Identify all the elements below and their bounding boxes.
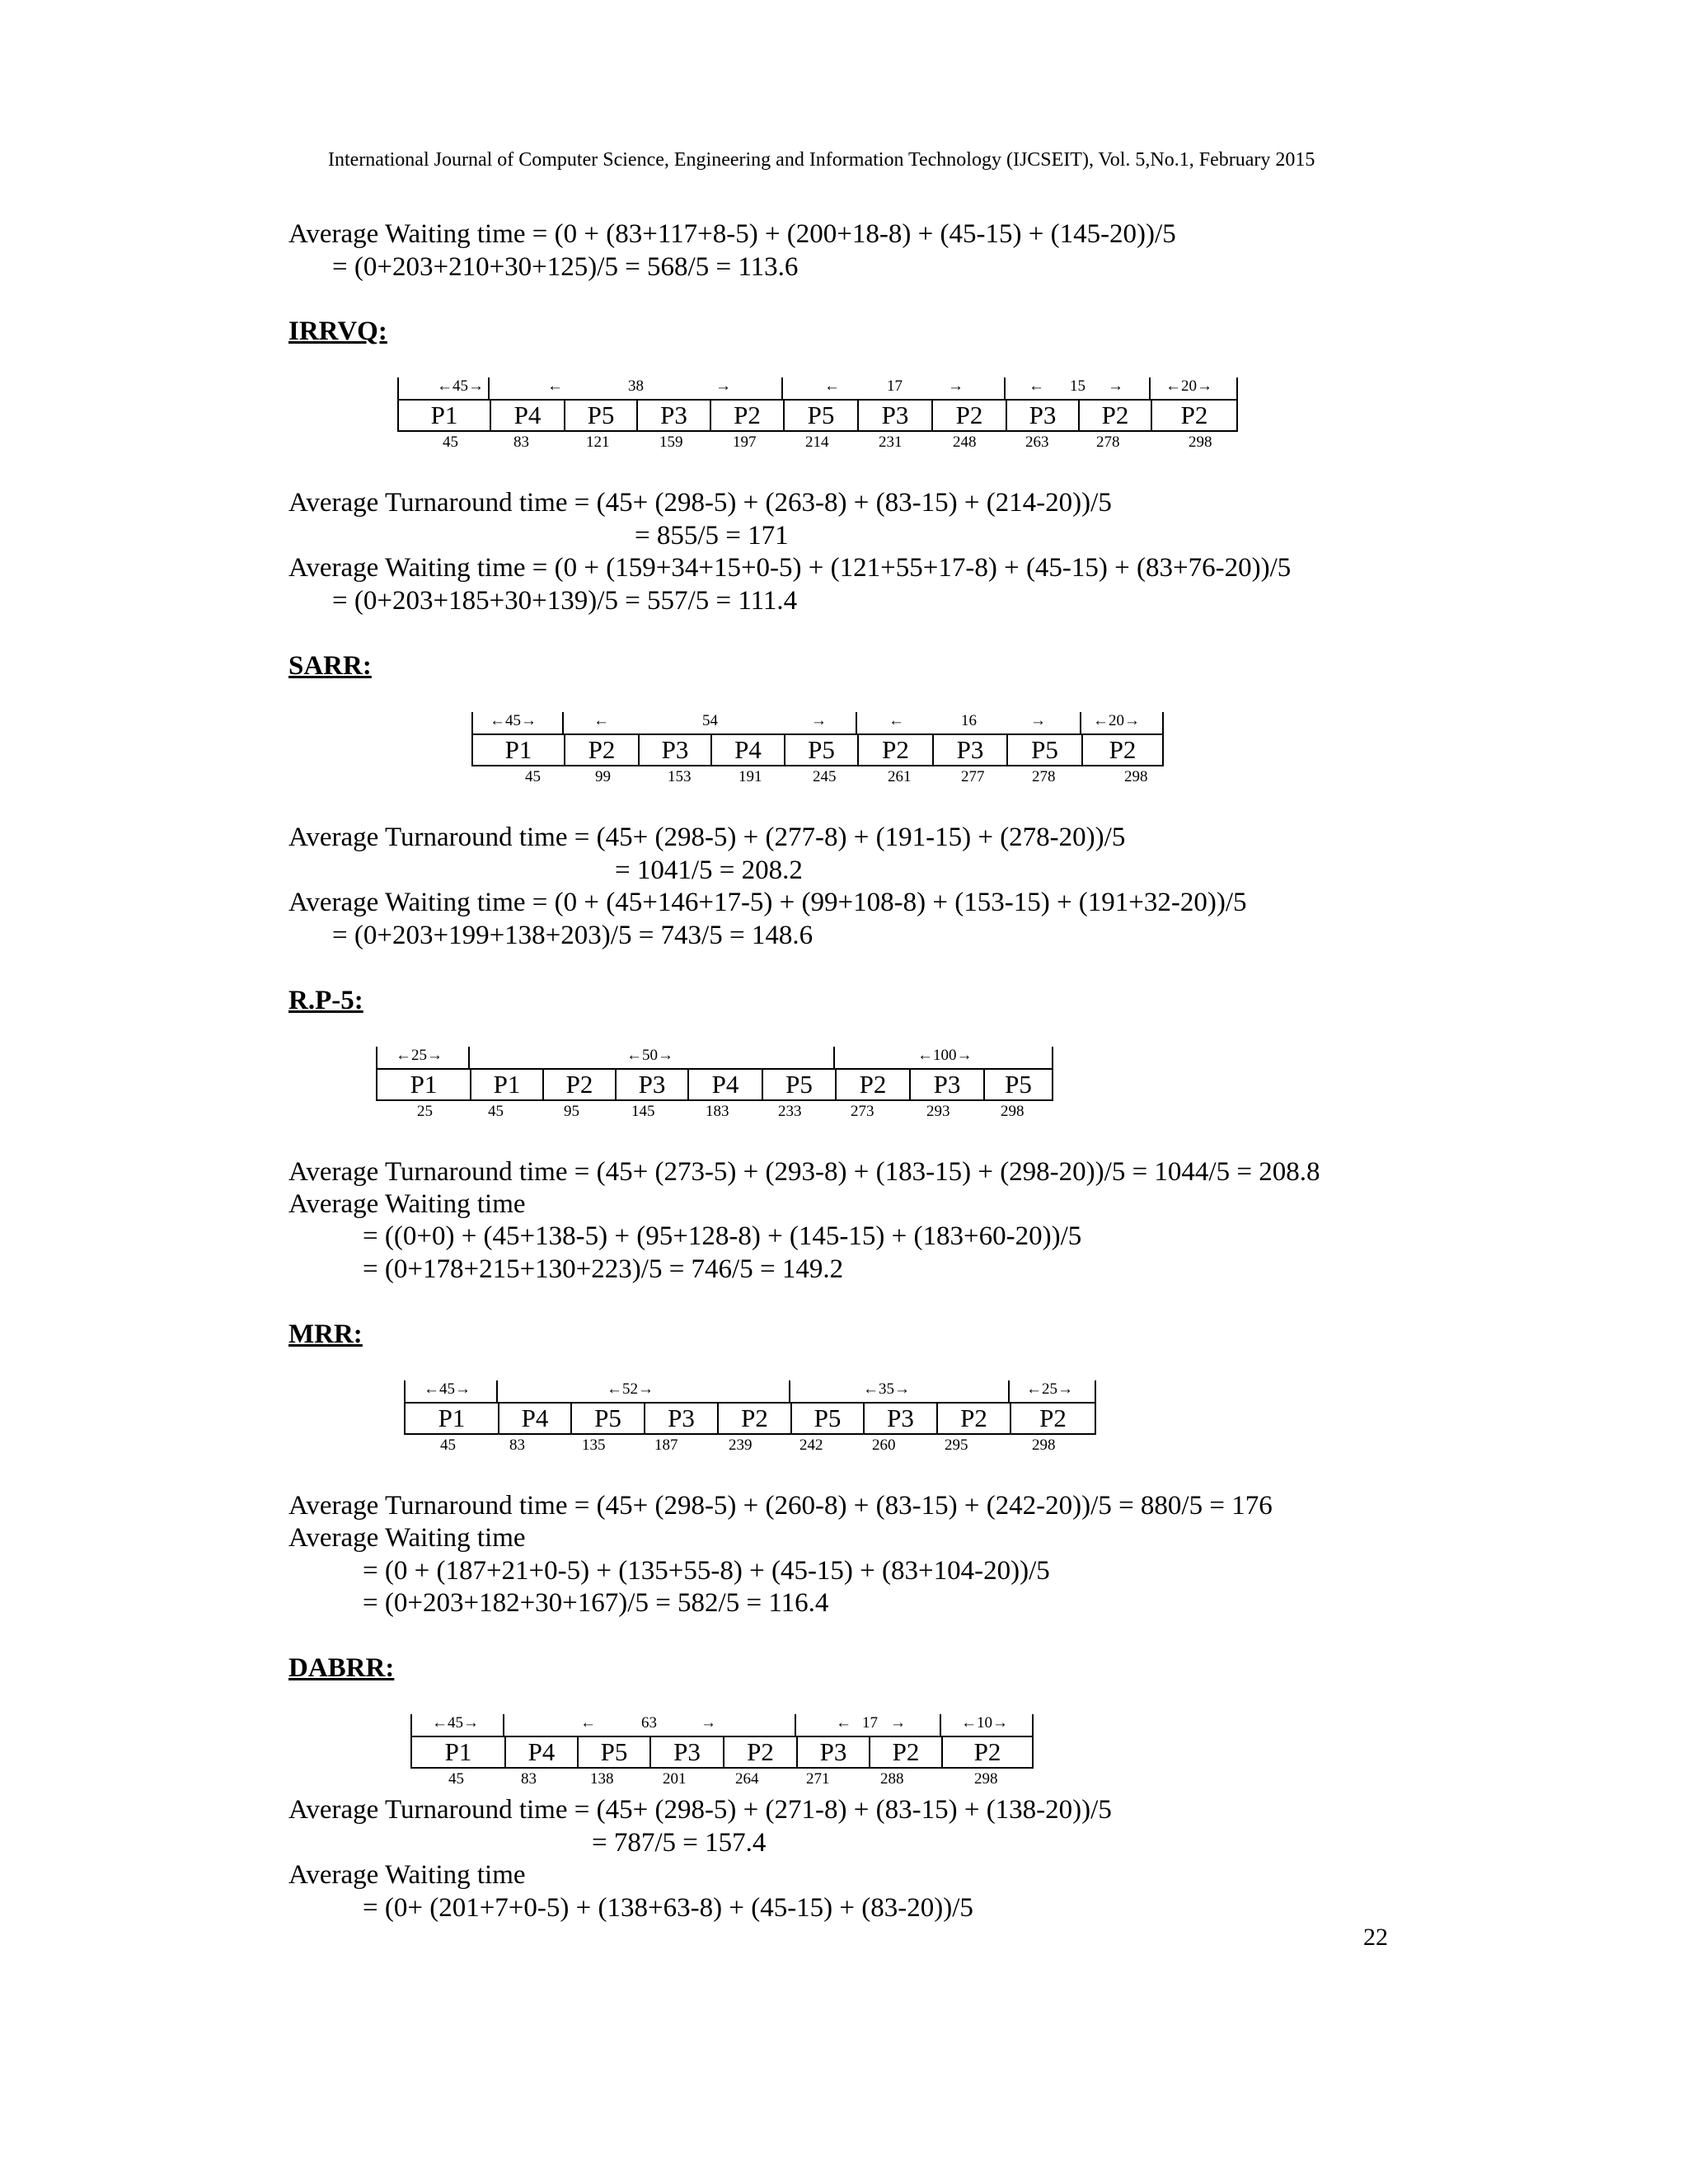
gantt-time: 135 — [582, 1436, 606, 1454]
gantt-quantum-row — [397, 377, 1238, 399]
gantt-cell: P1 — [430, 401, 458, 429]
quantum-group — [496, 1380, 789, 1402]
gantt-time: 83 — [509, 1436, 525, 1454]
gantt-process-row — [471, 733, 1164, 766]
gantt-time: 264 — [735, 1770, 759, 1788]
quantum-label: ←25→ — [396, 1047, 443, 1064]
quantum-label: ←45→ — [432, 1714, 479, 1732]
gantt-time: 295 — [945, 1436, 968, 1454]
gantt-time-row — [471, 768, 1164, 788]
arrow-right-icon: → — [890, 1714, 906, 1732]
arrow-left-icon: ← — [889, 712, 904, 729]
gantt-time: 145 — [631, 1103, 655, 1120]
gantt-chart-rp5 — [376, 1047, 1053, 1129]
gantt-chart-irrvq — [397, 377, 1238, 460]
gantt-time: 153 — [668, 768, 692, 785]
gantt-cell: P3 — [857, 401, 931, 430]
quantum-group — [1080, 712, 1164, 733]
quantum-label: 17 — [862, 1714, 878, 1732]
gantt-cell: P3 — [796, 1737, 869, 1767]
section-heading-dabrr: DABRR: — [288, 1653, 395, 1683]
quantum-label: 63 — [641, 1714, 657, 1732]
arrow-left-icon: ← — [824, 377, 840, 395]
gantt-cell: P4 — [490, 401, 564, 430]
gantt-time: 293 — [926, 1103, 950, 1120]
gantt-cell: P3 — [863, 1404, 936, 1433]
gantt-time: 45 — [443, 434, 458, 451]
gantt-time-row — [410, 1770, 1034, 1790]
mrr-waiting-line-2: = (0+203+182+30+167)/5 = 582/5 = 116.4 — [363, 1588, 829, 1618]
journal-header: International Journal of Computer Science, Engineering and Information Technology (IJCSEIT), Vol. 5,No.1, February 2015 — [328, 149, 1315, 171]
gantt-cell: P2 — [710, 401, 783, 430]
quantum-label: ←35→ — [863, 1380, 910, 1398]
gantt-cell: P5 — [762, 1070, 835, 1099]
gantt-time: 45 — [448, 1770, 464, 1788]
gantt-time: 25 — [417, 1103, 433, 1120]
gantt-time: 183 — [706, 1103, 729, 1120]
gantt-cell: P2 — [1010, 1404, 1095, 1433]
gantt-time: 298 — [1124, 768, 1148, 785]
quantum-group — [789, 1380, 1008, 1402]
quantum-label: ←10→ — [961, 1714, 1008, 1732]
gantt-cell: P2 — [936, 1404, 1010, 1433]
gantt-cell: P4 — [498, 1404, 570, 1433]
quantum-label: ←20→ — [1093, 712, 1140, 729]
gantt-process-row — [397, 399, 1238, 432]
gantt-time: 298 — [1189, 434, 1212, 451]
gantt-chart-dabrr — [410, 1714, 1034, 1797]
arrow-left-icon: ← — [593, 712, 609, 729]
gantt-cell: P2 — [1078, 401, 1151, 430]
gantt-time: 278 — [1096, 434, 1120, 451]
top-waiting-line-1: Average Waiting time = (0 + (83+117+8-5) + (200+18-8) + (45-15) + (145-20))/5 — [288, 219, 1176, 249]
gantt-cell: P4 — [687, 1070, 762, 1099]
gantt-quantum-row — [410, 1714, 1034, 1736]
arrow-left-icon: ← — [1029, 377, 1044, 395]
gantt-quantum-row — [471, 712, 1164, 733]
irrvq-waiting-line-2: = (0+203+185+30+139)/5 = 557/5 = 111.4 — [332, 586, 798, 616]
irrvq-waiting-line-1: Average Waiting time = (0 + (159+34+15+0-5) + (121+55+17-8) + (45-15) + (83+76-20))/5 — [288, 553, 1292, 583]
gantt-cell: P1 — [438, 1404, 466, 1432]
arrow-right-icon: → — [701, 1714, 716, 1732]
gantt-time-row — [397, 434, 1238, 453]
gantt-time: 83 — [513, 434, 529, 451]
gantt-time: 273 — [851, 1103, 874, 1120]
rp5-waiting-line-2: = (0+178+215+130+223)/5 = 746/5 = 149.2 — [363, 1254, 844, 1284]
quantum-label: 17 — [887, 377, 903, 395]
quantum-group — [1004, 377, 1149, 399]
gantt-time-row — [404, 1436, 1096, 1456]
gantt-cell: P3 — [909, 1070, 983, 1099]
gantt-cell: P5 — [577, 1737, 649, 1767]
mrr-waiting-line-1: = (0 + (187+21+0-5) + (135+55-8) + (45-15) + (83+104-20))/5 — [363, 1556, 1050, 1586]
quantum-group — [376, 1047, 468, 1068]
page-number: 22 — [1363, 1924, 1388, 1951]
gantt-cell: P3 — [644, 1404, 717, 1433]
gantt-cell: P2 — [564, 735, 638, 765]
gantt-time: 45 — [488, 1103, 504, 1120]
gantt-time: 201 — [663, 1770, 687, 1788]
sarr-waiting-line-1: Average Waiting time = (0 + (45+146+17-5) + (99+108-8) + (153-15) + (191+32-20))/5 — [288, 888, 1247, 917]
quantum-label: 16 — [961, 712, 977, 729]
quantum-label: ←50→ — [626, 1047, 673, 1064]
quantum-label: ←100→ — [917, 1047, 973, 1064]
gantt-time: 288 — [880, 1770, 904, 1788]
quantum-group — [795, 1714, 940, 1736]
gantt-cell: P2 — [542, 1070, 615, 1099]
gantt-chart-sarr — [471, 712, 1164, 794]
arrow-right-icon: → — [811, 712, 827, 729]
gantt-time: 298 — [1001, 1103, 1025, 1120]
gantt-process-row — [376, 1068, 1053, 1101]
arrow-left-icon: ← — [547, 377, 563, 395]
gantt-cell: P2 — [857, 735, 932, 765]
sarr-turnaround-line-1: Average Turnaround time = (45+ (298-5) + (277-8) + (191-15) + (278-20))/5 — [288, 823, 1126, 852]
quantum-label: 38 — [628, 377, 644, 395]
gantt-cell: P5 — [983, 1070, 1052, 1099]
quantum-group — [503, 1714, 795, 1736]
gantt-chart-mrr — [404, 1380, 1096, 1463]
gantt-cell: P2 — [1151, 401, 1236, 430]
mrr-turnaround-line: Average Turnaround time = (45+ (298-5) + (260-8) + (83-15) + (242-20))/5 = 880/5 = 176 — [288, 1491, 1273, 1521]
gantt-cell: P5 — [790, 1404, 863, 1433]
gantt-cell: P1 — [504, 735, 532, 764]
gantt-time: 233 — [778, 1103, 802, 1120]
gantt-time: 214 — [805, 434, 829, 451]
section-heading-sarr: SARR: — [288, 651, 372, 681]
gantt-time: 298 — [1032, 1436, 1056, 1454]
section-heading-rp5: R.P-5: — [288, 986, 363, 1015]
gantt-time-row — [376, 1103, 1053, 1122]
gantt-cell: P2 — [717, 1404, 790, 1433]
irrvq-turnaround-line-2: = 855/5 = 171 — [635, 521, 789, 551]
gantt-cell: P4 — [504, 1737, 577, 1767]
rp5-turnaround-line: Average Turnaround time = (45+ (273-5) + (293-8) + (183-15) + (298-20))/5 = 1044/5 = 208.8 — [288, 1157, 1320, 1187]
quantum-group — [471, 712, 562, 733]
arrow-right-icon: → — [1030, 712, 1046, 729]
gantt-time: 277 — [961, 768, 985, 785]
gantt-time: 298 — [974, 1770, 998, 1788]
quantum-group — [781, 377, 1004, 399]
dabrr-waiting-line-1: = (0+ (201+7+0-5) + (138+63-8) + (45-15) + (83-20))/5 — [363, 1893, 973, 1923]
quantum-group — [488, 377, 781, 399]
arrow-right-icon: → — [1108, 377, 1123, 395]
quantum-group — [410, 1714, 503, 1736]
gantt-cell: P2 — [931, 401, 1006, 430]
dabrr-waiting-label: Average Waiting time — [288, 1860, 526, 1890]
quantum-group — [404, 1380, 496, 1402]
quantum-group — [833, 1047, 1053, 1068]
gantt-time: 278 — [1032, 768, 1056, 785]
quantum-group — [397, 377, 488, 399]
irrvq-turnaround-line-1: Average Turnaround time = (45+ (298-5) + (263-8) + (83-15) + (214-20))/5 — [288, 488, 1112, 518]
mrr-waiting-label: Average Waiting time — [288, 1523, 526, 1553]
gantt-cell: P3 — [932, 735, 1006, 765]
gantt-cell: P3 — [636, 401, 710, 430]
quantum-label: 54 — [702, 712, 718, 729]
arrow-left-icon: ← — [580, 1714, 596, 1732]
gantt-time: 271 — [806, 1770, 830, 1788]
gantt-time: 121 — [586, 434, 610, 451]
gantt-time: 138 — [590, 1770, 614, 1788]
gantt-quantum-row — [376, 1047, 1053, 1068]
gantt-time: 197 — [733, 434, 757, 451]
gantt-quantum-row — [404, 1380, 1096, 1402]
sarr-waiting-line-2: = (0+203+199+138+203)/5 = 743/5 = 148.6 — [332, 921, 814, 950]
section-heading-irrvq: IRRVQ: — [288, 316, 387, 346]
gantt-cell: P3 — [649, 1737, 723, 1767]
gantt-time: 187 — [654, 1436, 678, 1454]
dabrr-turnaround-line-2: = 787/5 = 157.4 — [592, 1828, 767, 1858]
sarr-turnaround-line-2: = 1041/5 = 208.2 — [615, 855, 803, 885]
gantt-cell: P5 — [784, 735, 857, 765]
gantt-cell: P1 — [444, 1737, 472, 1766]
gantt-time: 263 — [1025, 434, 1049, 451]
gantt-cell: P5 — [783, 401, 857, 430]
gantt-time: 245 — [813, 768, 837, 785]
dabrr-turnaround-line-1: Average Turnaround time = (45+ (298-5) + (271-8) + (83-15) + (138-20))/5 — [288, 1795, 1112, 1825]
quantum-label: 15 — [1070, 377, 1085, 395]
gantt-time: 45 — [525, 768, 541, 785]
quantum-label: ←25→ — [1026, 1380, 1073, 1398]
gantt-process-row — [410, 1736, 1034, 1769]
gantt-cell: P1 — [410, 1070, 438, 1099]
quantum-group — [562, 712, 856, 733]
gantt-time: 83 — [521, 1770, 537, 1788]
gantt-cell: P5 — [570, 1404, 644, 1433]
quantum-label: ←45→ — [490, 712, 537, 729]
gantt-cell: P3 — [1006, 401, 1078, 430]
gantt-cell: P5 — [564, 401, 636, 430]
quantum-group — [856, 712, 1080, 733]
gantt-time: 248 — [953, 434, 977, 451]
gantt-cell: P2 — [723, 1737, 796, 1767]
arrow-right-icon: → — [948, 377, 964, 395]
quantum-group — [940, 1714, 1034, 1736]
gantt-time: 159 — [659, 434, 683, 451]
quantum-label: ←20→ — [1165, 377, 1212, 395]
arrow-left-icon: ← — [836, 1714, 851, 1732]
gantt-cell: P2 — [941, 1737, 1032, 1767]
quantum-label: ←52→ — [607, 1380, 654, 1398]
gantt-cell: P2 — [1081, 735, 1162, 765]
gantt-time: 261 — [888, 768, 912, 785]
gantt-time: 45 — [440, 1436, 456, 1454]
section-heading-mrr: MRR: — [288, 1319, 363, 1349]
gantt-time: 99 — [595, 768, 611, 785]
gantt-time: 239 — [729, 1436, 753, 1454]
rp5-waiting-line-1: = ((0+0) + (45+138-5) + (95+128-8) + (145-15) + (183+60-20))/5 — [363, 1221, 1082, 1251]
gantt-cell: P3 — [638, 735, 710, 765]
gantt-cell: P2 — [835, 1070, 909, 1099]
quantum-group — [468, 1047, 833, 1068]
arrow-right-icon: → — [715, 377, 731, 395]
gantt-time: 260 — [872, 1436, 896, 1454]
gantt-cell: P1 — [470, 1070, 542, 1099]
top-waiting-line-2: = (0+203+210+30+125)/5 = 568/5 = 113.6 — [332, 252, 799, 282]
gantt-time: 242 — [799, 1436, 823, 1454]
gantt-time: 231 — [879, 434, 903, 451]
gantt-time: 95 — [564, 1103, 579, 1120]
quantum-group — [1149, 377, 1238, 399]
quantum-label: ←45→ — [437, 377, 484, 395]
quantum-label: ←45→ — [424, 1380, 471, 1398]
gantt-cell: P4 — [710, 735, 784, 765]
gantt-cell: P3 — [615, 1070, 687, 1099]
quantum-group — [1008, 1380, 1096, 1402]
rp5-waiting-label: Average Waiting time — [288, 1189, 526, 1219]
gantt-process-row — [404, 1402, 1096, 1435]
gantt-cell: P5 — [1006, 735, 1081, 765]
gantt-cell: P2 — [869, 1737, 941, 1767]
gantt-time: 191 — [738, 768, 762, 785]
